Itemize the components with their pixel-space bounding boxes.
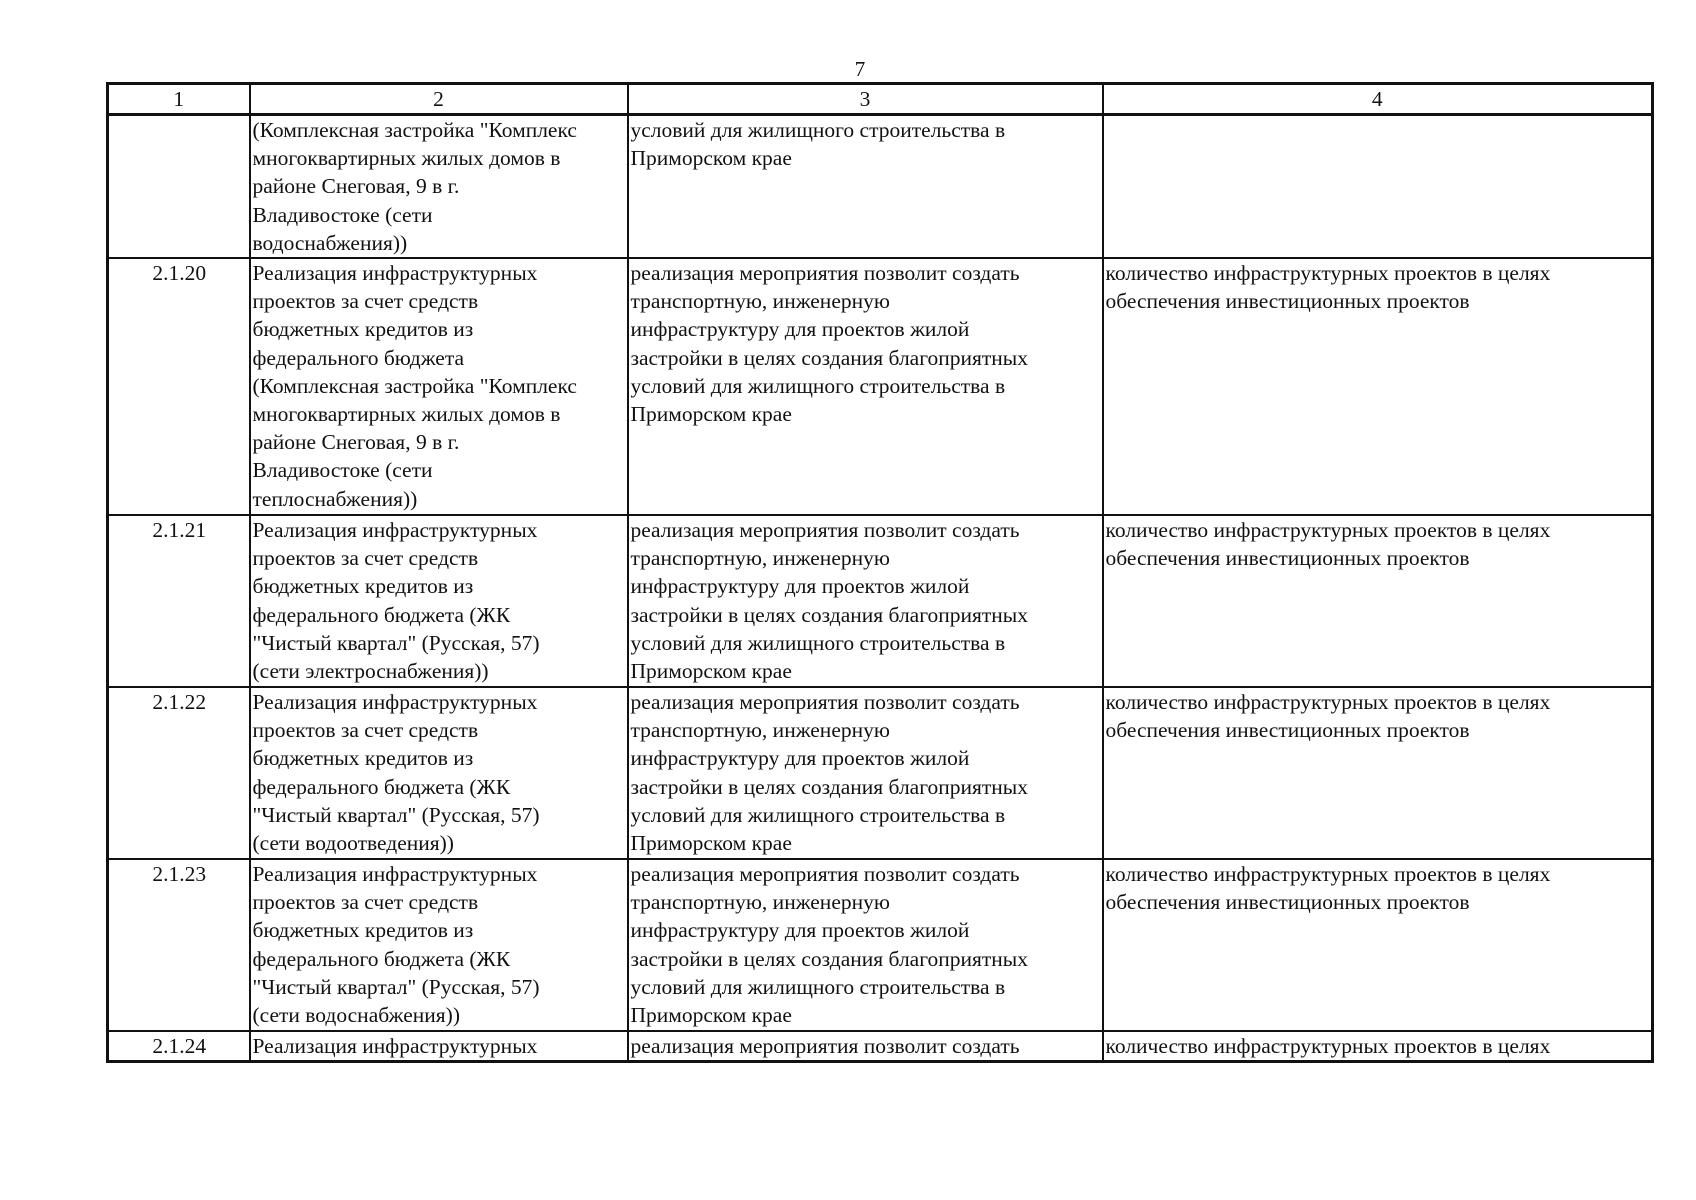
table-row xyxy=(108,687,1653,859)
indicator: количество инфраструктурных проектов в целях обеспечения инвестиционных проектов xyxy=(1105,261,1551,314)
indicator: количество инфраструктурных проектов в целях xyxy=(1105,1034,1551,1059)
row-number: 2.1.23 xyxy=(152,862,207,887)
measure-result: условий для жилищного строительства в Приморском крае xyxy=(630,118,1006,171)
table-row xyxy=(108,258,1653,515)
table-row xyxy=(108,1031,1653,1062)
indicator-cell xyxy=(1103,1031,1653,1062)
measure-result-cell xyxy=(628,687,1103,859)
indicator-cell xyxy=(1103,258,1653,515)
row-number-cell xyxy=(108,687,250,859)
measure-name-cell xyxy=(250,1031,628,1062)
row-number: 2.1.24 xyxy=(152,1034,207,1059)
row-number-cell xyxy=(108,859,250,1031)
row-number-cell xyxy=(108,258,250,515)
measure-name: Реализация инфраструктурных проектов за счет средств бюджетных кредитов из федерального бюджета (ЖК "Чистый квартал" (Русская, 57) (сети водоснабжения)) xyxy=(252,862,540,1028)
indicator-cell xyxy=(1103,115,1653,259)
table-row xyxy=(108,115,1653,259)
measure-result: реализация мероприятия позволит создать xyxy=(630,1034,1020,1059)
measure-result-cell xyxy=(628,515,1103,687)
measure-name-cell xyxy=(250,515,628,687)
page-number: 7 xyxy=(854,57,866,81)
table-row xyxy=(108,859,1653,1031)
measure-result-cell xyxy=(628,1031,1103,1062)
measure-result-cell xyxy=(628,258,1103,515)
column-header-3: 3 xyxy=(628,84,1103,115)
indicator: количество инфраструктурных проектов в целях обеспечения инвестиционных проектов xyxy=(1105,862,1551,915)
measure-result: реализация мероприятия позволит создать транспортную, инженерную инфраструктуру для проектов жилой застройки в целях создания благоприятных условий для жилищного строительства в Приморском крае xyxy=(630,518,1028,684)
measure-result: реализация мероприятия позволит создать транспортную, инженерную инфраструктуру для проектов жилой застройки в целях создания благоприятных условий для жилищного строительства в Приморском крае xyxy=(630,261,1028,427)
measure-name: Реализация инфраструктурных проектов за счет средств бюджетных кредитов из федерального бюджета (ЖК "Чистый квартал" (Русская, 57) (сети водоотведения)) xyxy=(252,690,540,856)
measure-name: Реализация инфраструктурных xyxy=(252,1034,538,1059)
row-number-cell xyxy=(108,1031,250,1062)
row-number: 2.1.20 xyxy=(152,261,207,286)
measure-name-cell xyxy=(250,258,628,515)
row-number: 2.1.21 xyxy=(152,518,207,543)
column-header-4: 4 xyxy=(1103,84,1653,115)
measure-result-cell xyxy=(628,115,1103,259)
column-header-1: 1 xyxy=(108,84,250,115)
measure-name-cell xyxy=(250,687,628,859)
measure-result-cell xyxy=(628,859,1103,1031)
measure-name: (Комплексная застройка "Комплекс многоквартирных жилых домов в районе Снеговая, 9 в г. Владивостоке (сети водоснабжения)) xyxy=(252,118,577,255)
table-row xyxy=(108,515,1653,687)
indicator-cell xyxy=(1103,687,1653,859)
measure-name: Реализация инфраструктурных проектов за счет средств бюджетных кредитов из федерального бюджета (Комплексная застройка "Комплекс многоквартирных жилых домов в районе Снеговая, 9 в г. Владивостоке (сети теплоснабжения)) xyxy=(252,261,577,511)
table-header-row xyxy=(108,84,1653,115)
measures-table xyxy=(106,82,1654,1063)
indicator-cell xyxy=(1103,515,1653,687)
measure-result: реализация мероприятия позволит создать транспортную, инженерную инфраструктуру для проектов жилой застройки в целях создания благоприятных условий для жилищного строительства в Приморском крае xyxy=(630,690,1028,856)
indicator: количество инфраструктурных проектов в целях обеспечения инвестиционных проектов xyxy=(1105,518,1551,571)
measure-result: реализация мероприятия позволит создать транспортную, инженерную инфраструктуру для проектов жилой застройки в целях создания благоприятных условий для жилищного строительства в Приморском крае xyxy=(630,862,1028,1028)
row-number: 2.1.22 xyxy=(152,690,207,715)
measure-name: Реализация инфраструктурных проектов за счет средств бюджетных кредитов из федерального бюджета (ЖК "Чистый квартал" (Русская, 57) (сети электроснабжения)) xyxy=(252,518,540,684)
row-number-cell xyxy=(108,115,250,259)
measure-name-cell xyxy=(250,859,628,1031)
column-header-2: 2 xyxy=(250,84,628,115)
row-number-cell xyxy=(108,515,250,687)
measure-name-cell xyxy=(250,115,628,259)
indicator-cell xyxy=(1103,859,1653,1031)
indicator: количество инфраструктурных проектов в целях обеспечения инвестиционных проектов xyxy=(1105,690,1551,743)
